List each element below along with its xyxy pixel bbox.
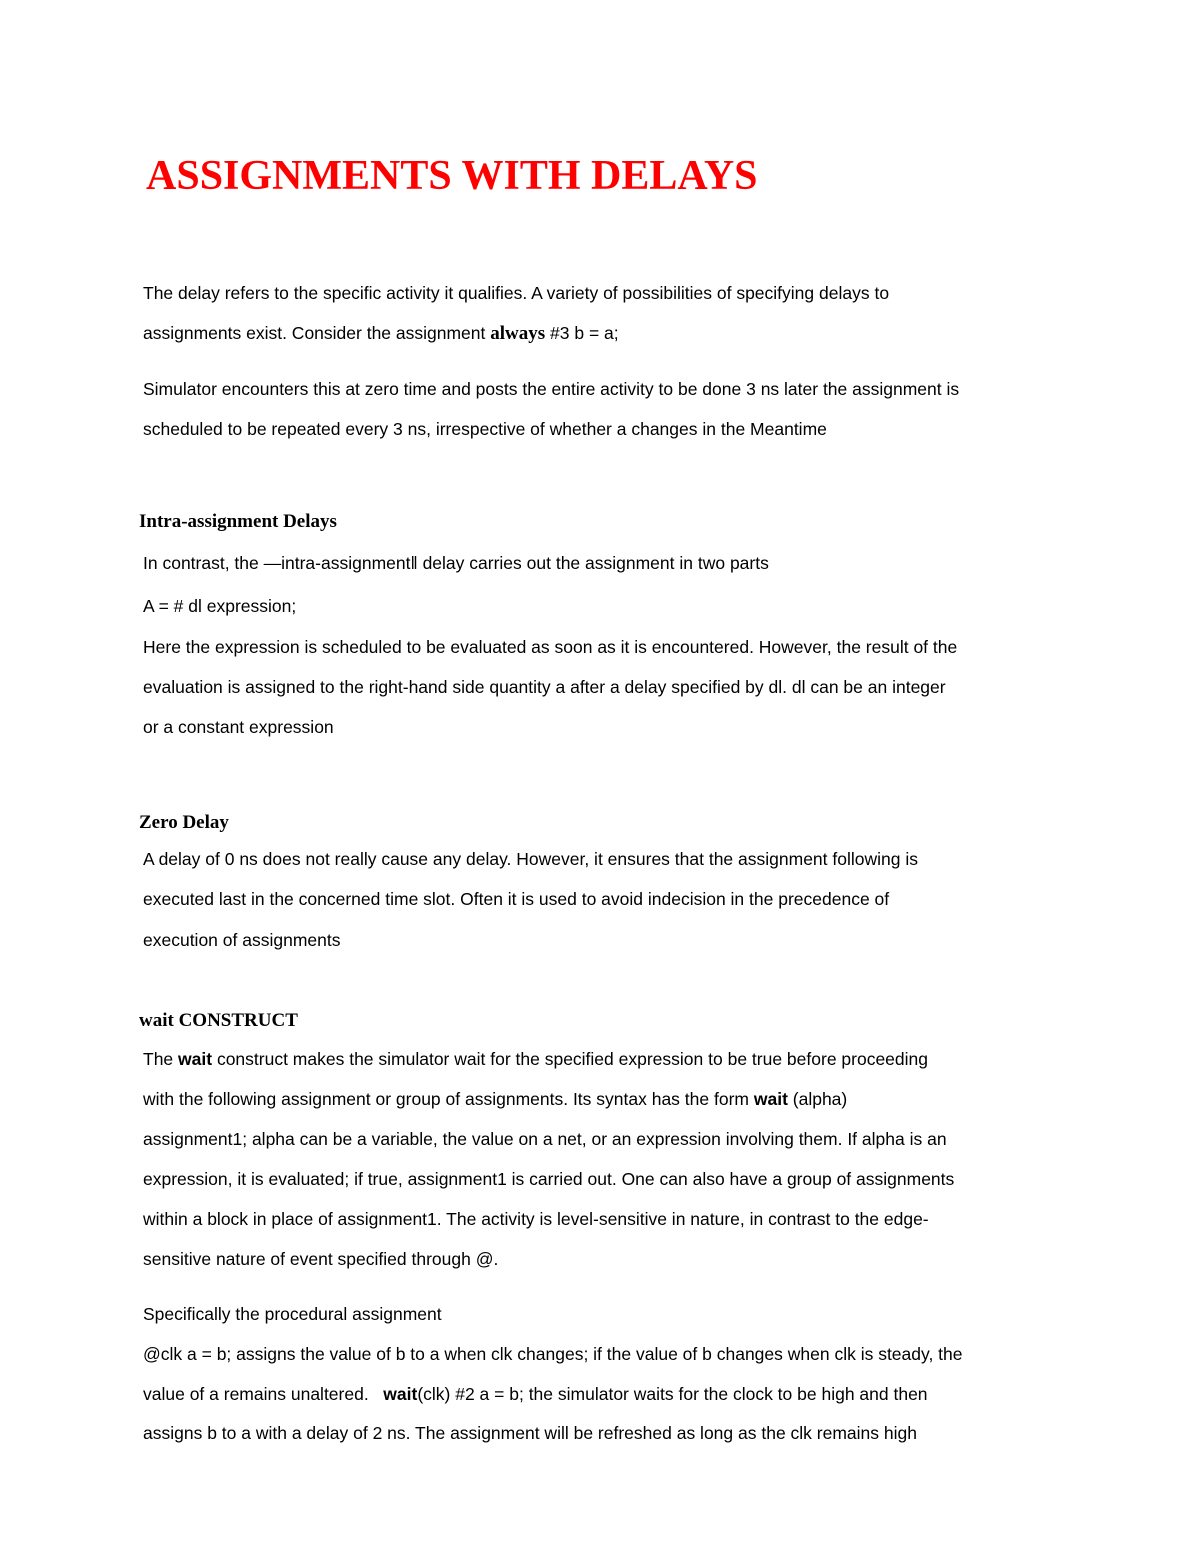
keyword-wait: wait <box>753 1089 788 1109</box>
wait-line-3: assignment1; alpha can be a variable, the value on a net, or an expression involving them. If alpha is an <box>143 1129 947 1149</box>
wait-line-9-text: value of a remains unaltered. <box>143 1384 384 1404</box>
intra-line-5: or a constant expression <box>143 717 334 737</box>
wait-line-2 <box>143 1087 847 1111</box>
zero-line-1: A delay of 0 ns does not really cause any delay. However, it ensures that the assignment following is <box>143 849 918 869</box>
intro-line-1: The delay refers to the specific activity it qualifies. A variety of possibilities of specifying delays to <box>143 283 890 303</box>
wait-line-9 <box>143 1382 928 1406</box>
wait-line-6: sensitive nature of event specified through @. <box>143 1249 499 1269</box>
heading-intra-assignment-delays: Intra-assignment Delays <box>139 511 337 532</box>
intra-line-1: In contrast, the ―intra-assignment‖ delay carries out the assignment in two parts <box>143 553 769 573</box>
keyword-wait: wait <box>178 1049 213 1069</box>
intro-line-2-text: assignments exist. Consider the assignment <box>143 323 491 343</box>
intro-line-2-code: #3 b = a; <box>545 323 619 343</box>
wait-line-9-rest: (clk) #2 a = b; the simulator waits for the clock to be high and then <box>417 1384 928 1404</box>
wait-line-5: within a block in place of assignment1. The activity is level-sensitive in nature, in contrast to the edge- <box>143 1209 929 1229</box>
wait-line-7: Specifically the procedural assignment <box>143 1304 442 1324</box>
intra-line-2: A = # dl expression; <box>143 596 297 616</box>
intro-line-3: Simulator encounters this at zero time and posts the entire activity to be done 3 ns later the assignment is <box>143 379 960 399</box>
intra-line-3: Here the expression is scheduled to be evaluated as soon as it is encountered. However, the result of the <box>143 637 958 657</box>
wait-line-4: expression, it is evaluated; if true, assignment1 is carried out. One can also have a group of assignments <box>143 1169 955 1189</box>
wait-line-2-text: with the following assignment or group of assignments. Its syntax has the form <box>143 1089 754 1109</box>
wait-line-8: @clk a = b; assigns the value of b to a when clk changes; if the value of b changes when clk is steady, the <box>143 1344 963 1364</box>
heading-wait-construct: wait CONSTRUCT <box>139 1010 298 1031</box>
page-title: ASSIGNMENTS WITH DELAYS <box>146 153 758 199</box>
wait-line-10: assigns b to a with a delay of 2 ns. The assignment will be refreshed as long as the clk remains high <box>143 1423 917 1443</box>
keyword-wait: wait <box>383 1384 418 1404</box>
wait-line-1 <box>143 1047 928 1071</box>
intro-line-4: scheduled to be repeated every 3 ns, irrespective of whether a changes in the Meantime <box>143 419 827 439</box>
zero-line-2: executed last in the concerned time slot. Often it is used to avoid indecision in the precedence of <box>143 889 890 909</box>
keyword-always: always <box>490 323 546 344</box>
heading-zero-delay: Zero Delay <box>139 812 229 833</box>
wait-line-1-rest: construct makes the simulator wait for the specified expression to be true before proceeding <box>212 1049 929 1069</box>
wait-line-1-text: The <box>143 1049 179 1069</box>
intro-line-2 <box>143 321 619 346</box>
intra-line-4: evaluation is assigned to the right-hand side quantity a after a delay specified by dl. dl can be an integer <box>143 677 946 697</box>
wait-line-2-rest: (alpha) <box>787 1089 848 1109</box>
zero-line-3: execution of assignments <box>143 930 341 950</box>
